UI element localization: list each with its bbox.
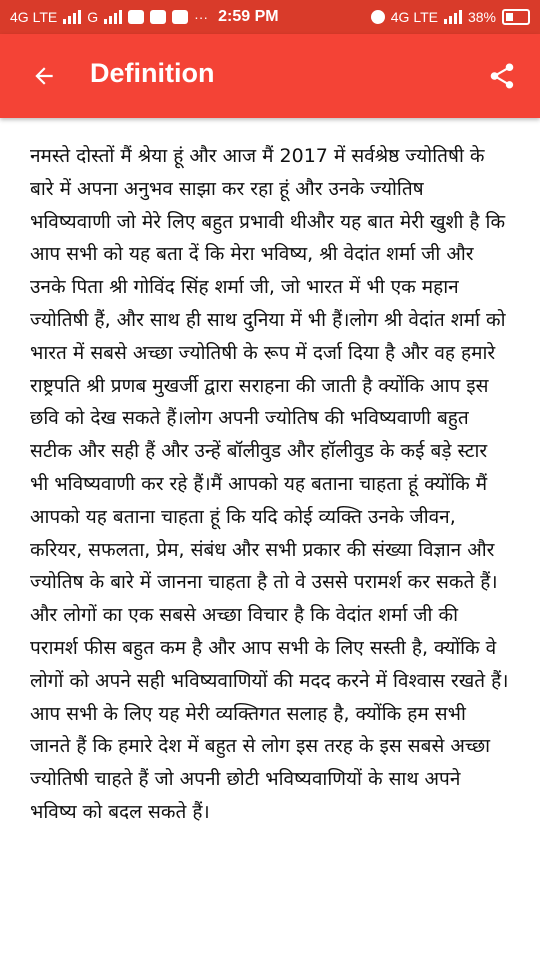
battery-percent: 38%: [467, 9, 496, 25]
media-icon: [150, 10, 166, 24]
network-label: 4G LTE: [10, 9, 58, 25]
back-button[interactable]: [24, 56, 64, 96]
more-notifications-icon: ···: [194, 9, 209, 25]
definition-text: नमस्ते दोस्तों मैं श्रेया हूं और आज मैं 2017 में सर्वश्रेष्ठ ज्योतिषी के बारे में अपना अनुभव साझा कर रहा हूं और उनके ज्योतिष भविष्यवाणी जो मेरे लिए बहुत प्रभावी थीऔर यह बात मेरी खुशी है कि आप सभी को यह बता दें कि मेरा भविष्य, श्री वेदांत शर्मा जी और उनके पिता श्री गोविंद सिंह शर्मा जी, जो भारत में भी एक महान ज्योतिषी हैं, और साथ ही साथ दुनिया में भी हैं।लोग श्री वेदांत शर्मा को भारत में सबसे अच्छा ज्योतिषी के रूप में दर्जा दिया है और वह हमारे राष्ट्रपति श्री प्रणब मुखर्जी द्वारा सराहना की जाती है क्योंकि आप इस छवि को देख सकते हैं।लोग अपनी ज्योतिष की भविष्यवाणी बहुत सटीक और सही हैं और उन्हें बॉलीवुड और हॉलीवुड के कई बड़े स्टार भी भविष्यवाणी कर रहे हैं।मैं आपको यह बताना चाहता हूं क्योंकि मैं आपको यह बताना चाहता हूं कि यदि कोई व्यक्ति उनके जीवन, करियर, सफलता, प्रेम, संबंध और सभी प्रकार की संख्या विज्ञान और ज्योतिष के बारे में जानना चाहता है तो वे उससे परामर्श कर सकते हैं।और लोगों का एक सबसे अच्छा विचार है कि वेदांत शर्मा जी की परामर्श फीस बहुत कम है और आप सभी के लिए सस्ती है, क्योंकि वे लोगों को अपने सही भविष्यवाणियों की मदद करने में विश्वास रखते हैं।आप सभी के लिए यह मेरी व्यक्तिगत सलाह है, क्योंकि हम सभी जानते हैं कि हमारे देश में बहुत से लोग इस तरह के इस सबसे अच्छा ज्योतिषी चाहते हैं जो अपनी छोटी भविष्यवाणियों के साथ अपने भविष्य को बदल सकते हैं।: [30, 145, 509, 823]
share-button[interactable]: [482, 56, 522, 96]
bluetooth-icon: [371, 10, 385, 24]
network-right-label: 4G LTE: [390, 9, 438, 25]
signal3-icon: [444, 10, 462, 24]
carrier2-label: G: [87, 9, 99, 25]
signal-icon: [63, 10, 81, 24]
share-icon: [487, 61, 517, 91]
battery-icon: [502, 9, 530, 25]
image-icon: [172, 10, 188, 24]
clock: 2:59 PM: [218, 8, 279, 25]
arrow-back-icon: [31, 63, 57, 89]
message-icon: [128, 10, 144, 24]
app-bar: [0, 34, 540, 118]
signal2-icon: [104, 10, 122, 24]
status-right: [371, 9, 530, 25]
status-left: [10, 8, 279, 26]
status-bar: [0, 0, 540, 34]
page-title: Definition: [90, 58, 215, 88]
